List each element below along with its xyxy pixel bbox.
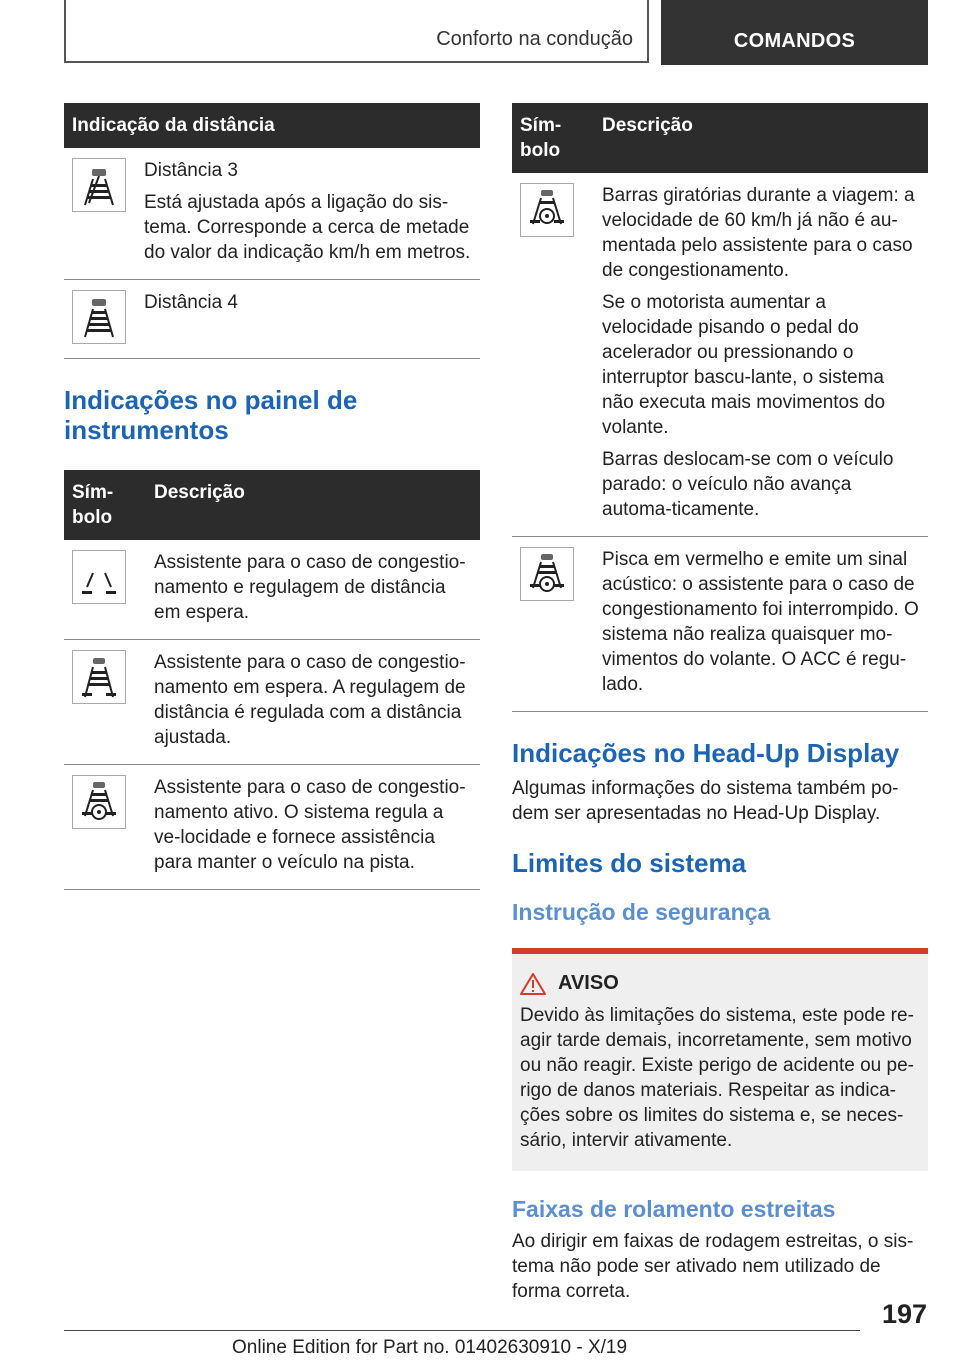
rotating-bars-icon bbox=[520, 183, 574, 237]
narrow-lanes-heading: Faixas de rolamento estreitas bbox=[512, 1196, 836, 1222]
system-limits-heading: Limites do sistema bbox=[512, 848, 747, 878]
table-row bbox=[512, 173, 928, 537]
instrument-panel-heading: Indicações no painel de instrumentos bbox=[64, 385, 358, 445]
table-row bbox=[64, 640, 480, 765]
symbol-column-header: Sím-bolo bbox=[64, 470, 146, 540]
lane-assist-standby-distance-icon bbox=[72, 650, 126, 704]
warning-triangle-icon bbox=[520, 973, 546, 995]
instrument-row-text: Assistente para o caso de congestio-namento e regulagem de distância em espera. bbox=[154, 552, 466, 623]
left-column bbox=[64, 103, 480, 890]
footer-edition: Online Edition for Part no. 01402630910 - X/19 bbox=[232, 1337, 628, 1358]
right-column bbox=[512, 103, 928, 1304]
page-number: 197 bbox=[881, 1299, 927, 1329]
warning-title: AVISO bbox=[558, 972, 619, 994]
rotating-bars-text-2: Se o motorista aumentar a velocidade pisando o pedal do acelerador ou pressionando o interruptor bascu-lante, o sistema não executa mais movimentos do volante. bbox=[602, 292, 886, 438]
description-column-header: Descrição bbox=[594, 103, 928, 173]
header-frame bbox=[64, 0, 649, 63]
lane-assist-standby-icon bbox=[72, 550, 126, 604]
description-column-header: Descrição bbox=[146, 470, 480, 540]
symbol-table bbox=[512, 103, 928, 712]
safety-instruction-heading: Instrução de segurança bbox=[512, 899, 771, 925]
lane-assist-active-icon bbox=[72, 775, 126, 829]
table-row bbox=[64, 280, 480, 359]
warning-text: Devido às limitações do sistema, este pode re-agir tarde demais, incorretamente, sem motivo ou não reagir. Existe perigo de acidente ou pe-rigo de danos materiais. Respeitar as indica-ções sobre os limites do sistema e, se neces-sário, intervir ativamente. bbox=[520, 1005, 914, 1151]
distance-3-description: Está ajustada após a ligação do sis-tema. Corresponde a cerca de metade do valor da indicação km/h em metros. bbox=[144, 192, 471, 263]
table-row bbox=[64, 540, 480, 640]
distance-4-icon bbox=[72, 290, 126, 344]
instrument-row-text: Assistente para o caso de congestio-namento em espera. A regulagem de distância é regulada com a distância ajustada. bbox=[154, 652, 466, 748]
symbol-column-header: Sím-bolo bbox=[512, 103, 594, 173]
table-row bbox=[64, 765, 480, 890]
footer-divider bbox=[64, 1330, 860, 1331]
table-row bbox=[512, 537, 928, 712]
distance-3-icon bbox=[72, 158, 126, 212]
rotating-bars-text-3: Barras deslocam-se com o veículo parado: o veículo não avança automa-ticamente. bbox=[602, 449, 894, 520]
rotating-bars-text-1: Barras giratórias durante a viagem: a velocidade de 60 km/h já não é au-mentada pelo assistente para o caso de congestionamento. bbox=[602, 185, 915, 281]
instrument-table bbox=[64, 470, 480, 890]
red-flashing-icon bbox=[520, 547, 574, 601]
instrument-row-text: Assistente para o caso de congestio-namento ativo. O sistema regula a ve-locidade e fornece assistência para manter o veículo na pista. bbox=[154, 777, 466, 873]
warning-box bbox=[512, 948, 928, 1171]
header-section-title: Conforto na condução bbox=[436, 28, 633, 50]
hud-text: Algumas informações do sistema também po-dem ser apresentadas no Head-Up Display. bbox=[512, 778, 899, 824]
distance-table-header: Indicação da distância bbox=[64, 103, 480, 148]
distance-4-title: Distância 4 bbox=[144, 292, 238, 313]
table-row bbox=[64, 148, 480, 280]
hud-heading: Indicações no Head-Up Display bbox=[512, 738, 900, 768]
red-flashing-text: Pisca em vermelho e emite um sinal acústico: o assistente para o caso de congestionamento foi interrompido. O sistema não realiza quaisquer mo-vimentos do volante. O ACC é regu-lado. bbox=[602, 549, 919, 695]
narrow-lanes-text: Ao dirigir em faixas de rodagem estreitas, o sis-tema não pode ser ativado nem utilizado de forma correta. bbox=[512, 1231, 914, 1302]
distance-table bbox=[64, 103, 480, 359]
header-chapter-tab: COMANDOS bbox=[661, 0, 928, 65]
distance-3-title: Distância 3 bbox=[144, 160, 238, 181]
